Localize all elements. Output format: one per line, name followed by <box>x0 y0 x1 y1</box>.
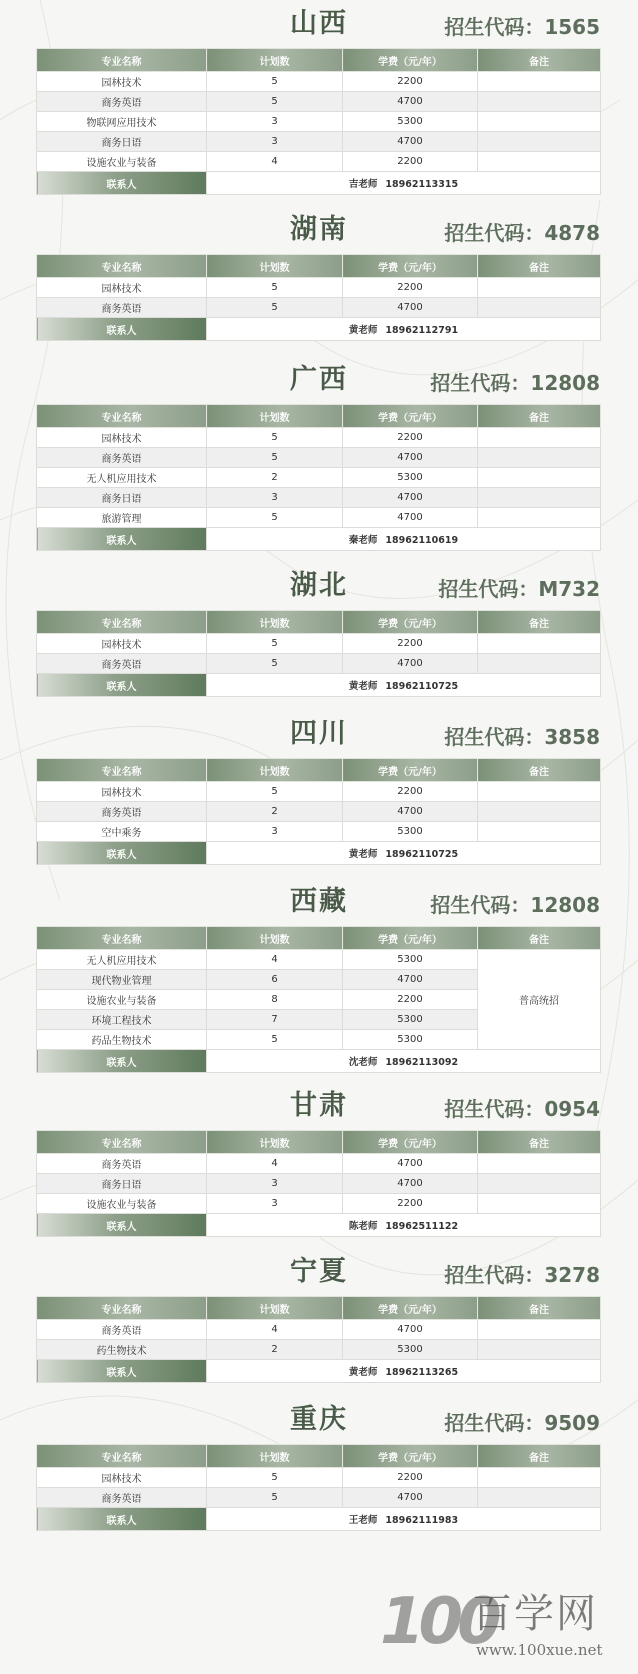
tuition: 2200 <box>343 782 478 802</box>
column-header: 学费（元/年） <box>343 1131 478 1154</box>
section-header <box>0 1252 638 1296</box>
tuition: 5300 <box>343 112 478 132</box>
contact-name: 沈老师 <box>348 1057 378 1068</box>
note <box>478 298 601 318</box>
major-table <box>36 48 601 195</box>
contact-name: 秦老师 <box>348 535 378 546</box>
note <box>478 1154 601 1174</box>
table-row <box>37 1174 601 1194</box>
contact-info <box>207 1508 601 1531</box>
tuition: 4700 <box>343 488 478 508</box>
major-name: 商务英语 <box>37 802 207 822</box>
table-header-row <box>37 255 601 278</box>
major-name: 无人机应用技术 <box>37 468 207 488</box>
section-header <box>0 1400 638 1444</box>
column-header: 学费（元/年） <box>343 49 478 72</box>
tuition: 2200 <box>343 152 478 172</box>
column-header: 计划数 <box>207 759 343 782</box>
column-header: 备注 <box>478 759 601 782</box>
column-header: 备注 <box>478 49 601 72</box>
column-header: 专业名称 <box>37 255 207 278</box>
contact-phone: 18962110619 <box>385 535 459 546</box>
note <box>478 488 601 508</box>
tuition: 2200 <box>343 1468 478 1488</box>
major-name: 设施农业与装备 <box>37 152 207 172</box>
contact-label: 联系人 <box>37 1050 207 1073</box>
column-header: 计划数 <box>207 49 343 72</box>
tuition: 5300 <box>343 1340 478 1360</box>
table-header-row <box>37 1131 601 1154</box>
admission-code: 招生代码：3278 <box>444 1263 600 1287</box>
plan-count: 5 <box>207 1488 343 1508</box>
major-table <box>36 1130 601 1237</box>
tuition: 4700 <box>343 970 478 990</box>
plan-count: 5 <box>207 508 343 528</box>
column-header: 备注 <box>478 1297 601 1320</box>
contact-phone: 18962113092 <box>385 1057 459 1068</box>
table-row <box>37 1468 601 1488</box>
province-section <box>0 1086 638 1233</box>
contact-label: 联系人 <box>37 1360 207 1383</box>
column-header: 学费（元/年） <box>343 405 478 428</box>
major-name: 药品生物技术 <box>37 1030 207 1050</box>
table-row <box>37 132 601 152</box>
tuition: 2200 <box>343 72 478 92</box>
table-header-row <box>37 405 601 428</box>
major-name: 空中乘务 <box>37 822 207 842</box>
tuition: 4700 <box>343 448 478 468</box>
note: 普高统招 <box>478 950 601 1050</box>
table-header-row <box>37 49 601 72</box>
contact-label: 联系人 <box>37 1214 207 1237</box>
watermark <box>380 1582 638 1674</box>
tuition: 4700 <box>343 1488 478 1508</box>
table-row <box>37 112 601 132</box>
column-header: 备注 <box>478 255 601 278</box>
plan-count: 2 <box>207 468 343 488</box>
contact-info <box>207 1050 601 1073</box>
province-title: 湖南 <box>290 214 348 245</box>
contact-info <box>207 674 601 697</box>
contact-phone: 18962511122 <box>385 1221 459 1232</box>
contact-label: 联系人 <box>37 318 207 341</box>
tuition: 4700 <box>343 92 478 112</box>
column-header: 计划数 <box>207 1131 343 1154</box>
admission-code: 招生代码：1565 <box>444 15 600 39</box>
column-header: 备注 <box>478 1131 601 1154</box>
major-table <box>36 926 601 1073</box>
province-section <box>0 1400 638 1527</box>
column-header: 计划数 <box>207 1297 343 1320</box>
tuition: 5300 <box>343 468 478 488</box>
note <box>478 112 601 132</box>
column-header: 学费（元/年） <box>343 1297 478 1320</box>
plan-count: 6 <box>207 970 343 990</box>
contact-row <box>37 674 601 697</box>
note <box>478 468 601 488</box>
plan-count: 5 <box>207 1468 343 1488</box>
contact-phone: 18962110725 <box>385 849 459 860</box>
table-row <box>37 1340 601 1360</box>
tuition: 2200 <box>343 634 478 654</box>
tuition: 4700 <box>343 1154 478 1174</box>
table-row <box>37 428 601 448</box>
plan-count: 5 <box>207 298 343 318</box>
tuition: 4700 <box>343 132 478 152</box>
watermark-logo: 100 <box>380 1585 496 1659</box>
admission-code: 招生代码：9509 <box>444 1411 600 1435</box>
column-header: 备注 <box>478 405 601 428</box>
table-row <box>37 448 601 468</box>
note <box>478 508 601 528</box>
plan-count: 4 <box>207 1154 343 1174</box>
column-header: 专业名称 <box>37 405 207 428</box>
contact-label: 联系人 <box>37 528 207 551</box>
table-row <box>37 1154 601 1174</box>
admission-code: 招生代码：12808 <box>430 371 600 395</box>
note <box>478 1468 601 1488</box>
province-title: 四川 <box>290 718 348 749</box>
contact-label: 联系人 <box>37 674 207 697</box>
section-header <box>0 210 638 254</box>
note <box>478 782 601 802</box>
column-header: 专业名称 <box>37 927 207 950</box>
contact-info <box>207 1360 601 1383</box>
column-header: 学费（元/年） <box>343 255 478 278</box>
table-row <box>37 298 601 318</box>
tuition: 2200 <box>343 428 478 448</box>
contact-name: 黄老师 <box>348 1367 378 1378</box>
major-table <box>36 1296 601 1383</box>
note <box>478 1194 601 1214</box>
column-header: 计划数 <box>207 1445 343 1468</box>
contact-name: 黄老师 <box>348 325 378 336</box>
province-section <box>0 714 638 861</box>
note <box>478 1174 601 1194</box>
major-name: 物联网应用技术 <box>37 112 207 132</box>
contact-label: 联系人 <box>37 842 207 865</box>
table-row <box>37 950 601 970</box>
province-section <box>0 882 638 1069</box>
province-title: 湖北 <box>290 570 348 601</box>
column-header: 专业名称 <box>37 759 207 782</box>
plan-count: 5 <box>207 92 343 112</box>
note <box>478 634 601 654</box>
major-name: 环境工程技术 <box>37 1010 207 1030</box>
contact-row <box>37 172 601 195</box>
note <box>478 1340 601 1360</box>
major-name: 无人机应用技术 <box>37 950 207 970</box>
section-header <box>0 566 638 610</box>
major-name: 商务英语 <box>37 1320 207 1340</box>
column-header: 学费（元/年） <box>343 1445 478 1468</box>
note <box>478 152 601 172</box>
major-table <box>36 610 601 697</box>
table-row <box>37 488 601 508</box>
note <box>478 72 601 92</box>
major-name: 园林技术 <box>37 428 207 448</box>
section-header <box>0 4 638 48</box>
major-name: 商务英语 <box>37 1154 207 1174</box>
table-header-row <box>37 1445 601 1468</box>
contact-info <box>207 172 601 195</box>
tuition: 5300 <box>343 1030 478 1050</box>
plan-count: 3 <box>207 132 343 152</box>
tuition: 2200 <box>343 278 478 298</box>
contact-phone: 18962113315 <box>385 179 459 190</box>
column-header: 计划数 <box>207 405 343 428</box>
major-name: 商务英语 <box>37 92 207 112</box>
contact-info <box>207 528 601 551</box>
note <box>478 802 601 822</box>
contact-name: 陈老师 <box>348 1221 378 1232</box>
column-header: 备注 <box>478 1445 601 1468</box>
province-title: 甘肃 <box>290 1090 348 1121</box>
admission-code: 招生代码：3858 <box>444 725 600 749</box>
column-header: 专业名称 <box>37 1445 207 1468</box>
plan-count: 7 <box>207 1010 343 1030</box>
contact-name: 王老师 <box>348 1515 378 1526</box>
contact-info <box>207 318 601 341</box>
note <box>478 92 601 112</box>
contact-phone: 18962113265 <box>385 1367 459 1378</box>
plan-count: 5 <box>207 654 343 674</box>
province-title: 重庆 <box>290 1404 348 1435</box>
major-name: 商务英语 <box>37 1488 207 1508</box>
major-name: 商务日语 <box>37 488 207 508</box>
column-header: 学费（元/年） <box>343 611 478 634</box>
table-row <box>37 92 601 112</box>
column-header: 专业名称 <box>37 1297 207 1320</box>
tuition: 4700 <box>343 1320 478 1340</box>
contact-info <box>207 1214 601 1237</box>
major-name: 商务英语 <box>37 654 207 674</box>
plan-count: 3 <box>207 1194 343 1214</box>
admission-code: 招生代码：4878 <box>444 221 600 245</box>
major-table <box>36 758 601 865</box>
major-name: 园林技术 <box>37 72 207 92</box>
major-name: 现代物业管理 <box>37 970 207 990</box>
major-name: 园林技术 <box>37 278 207 298</box>
watermark-url: www.100xue.net <box>476 1641 603 1659</box>
major-name: 园林技术 <box>37 634 207 654</box>
province-section <box>0 360 638 547</box>
tuition: 2200 <box>343 990 478 1010</box>
major-name: 园林技术 <box>37 1468 207 1488</box>
note <box>478 822 601 842</box>
table-row <box>37 1488 601 1508</box>
plan-count: 3 <box>207 1174 343 1194</box>
plan-count: 8 <box>207 990 343 1010</box>
plan-count: 2 <box>207 802 343 822</box>
plan-count: 5 <box>207 634 343 654</box>
province-title: 西藏 <box>290 886 348 917</box>
note <box>478 1488 601 1508</box>
contact-row <box>37 1214 601 1237</box>
contact-phone: 18962112791 <box>385 325 459 336</box>
column-header: 学费（元/年） <box>343 759 478 782</box>
admission-code: 招生代码：M732 <box>438 577 600 601</box>
table-row <box>37 634 601 654</box>
major-name: 设施农业与装备 <box>37 1194 207 1214</box>
province-title: 宁夏 <box>290 1256 348 1287</box>
note <box>478 428 601 448</box>
major-name: 商务英语 <box>37 298 207 318</box>
contact-name: 吉老师 <box>348 179 378 190</box>
contact-row <box>37 528 601 551</box>
tuition: 2200 <box>343 1194 478 1214</box>
table-row <box>37 152 601 172</box>
table-row <box>37 654 601 674</box>
column-header: 备注 <box>478 927 601 950</box>
table-header-row <box>37 1297 601 1320</box>
column-header: 专业名称 <box>37 1131 207 1154</box>
column-header: 专业名称 <box>37 49 207 72</box>
contact-row <box>37 1360 601 1383</box>
province-section <box>0 1252 638 1379</box>
plan-count: 4 <box>207 950 343 970</box>
major-name: 药生物技术 <box>37 1340 207 1360</box>
plan-count: 5 <box>207 278 343 298</box>
major-name: 旅游管理 <box>37 508 207 528</box>
plan-count: 5 <box>207 448 343 468</box>
province-section <box>0 210 638 337</box>
province-title: 山西 <box>290 8 348 39</box>
province-section <box>0 566 638 693</box>
contact-phone: 18962111983 <box>385 1515 459 1526</box>
table-row <box>37 468 601 488</box>
note <box>478 278 601 298</box>
table-row <box>37 508 601 528</box>
tuition: 5300 <box>343 822 478 842</box>
contact-row <box>37 1050 601 1073</box>
table-row <box>37 72 601 92</box>
table-header-row <box>37 611 601 634</box>
table-row <box>37 278 601 298</box>
tuition: 4700 <box>343 802 478 822</box>
section-header <box>0 1086 638 1130</box>
contact-name: 黄老师 <box>348 849 378 860</box>
column-header: 学费（元/年） <box>343 927 478 950</box>
column-header: 专业名称 <box>37 611 207 634</box>
major-name: 商务英语 <box>37 448 207 468</box>
table-row <box>37 1194 601 1214</box>
table-row <box>37 822 601 842</box>
plan-count: 2 <box>207 1340 343 1360</box>
tuition: 5300 <box>343 1010 478 1030</box>
major-table <box>36 1444 601 1531</box>
table-row <box>37 1320 601 1340</box>
plan-count: 3 <box>207 822 343 842</box>
major-name: 商务日语 <box>37 1174 207 1194</box>
note <box>478 1320 601 1340</box>
tuition: 5300 <box>343 950 478 970</box>
major-name: 商务日语 <box>37 132 207 152</box>
plan-count: 5 <box>207 782 343 802</box>
tuition: 4700 <box>343 508 478 528</box>
plan-count: 4 <box>207 152 343 172</box>
contact-label: 联系人 <box>37 1508 207 1531</box>
column-header: 备注 <box>478 611 601 634</box>
plan-count: 4 <box>207 1320 343 1340</box>
note <box>478 654 601 674</box>
tuition: 4700 <box>343 298 478 318</box>
contact-row <box>37 1508 601 1531</box>
note <box>478 448 601 468</box>
province-title: 广西 <box>290 364 348 395</box>
major-name: 设施农业与装备 <box>37 990 207 1010</box>
table-header-row <box>37 927 601 950</box>
plan-count: 3 <box>207 488 343 508</box>
note <box>478 132 601 152</box>
table-row <box>37 782 601 802</box>
column-header: 计划数 <box>207 927 343 950</box>
watermark-name: 百学网 <box>472 1591 598 1637</box>
table-header-row <box>37 759 601 782</box>
province-section <box>0 4 638 191</box>
admission-code: 招生代码：0954 <box>444 1097 600 1121</box>
tuition: 4700 <box>343 1174 478 1194</box>
section-header <box>0 714 638 758</box>
major-name: 园林技术 <box>37 782 207 802</box>
major-table <box>36 254 601 341</box>
contact-row <box>37 318 601 341</box>
plan-count: 3 <box>207 112 343 132</box>
column-header: 计划数 <box>207 611 343 634</box>
section-header <box>0 882 638 926</box>
admission-code: 招生代码：12808 <box>430 893 600 917</box>
section-header <box>0 360 638 404</box>
plan-count: 5 <box>207 1030 343 1050</box>
contact-label: 联系人 <box>37 172 207 195</box>
table-row <box>37 802 601 822</box>
contact-name: 黄老师 <box>348 681 378 692</box>
contact-phone: 18962110725 <box>385 681 459 692</box>
contact-row <box>37 842 601 865</box>
major-table <box>36 404 601 551</box>
plan-count: 5 <box>207 428 343 448</box>
contact-info <box>207 842 601 865</box>
column-header: 计划数 <box>207 255 343 278</box>
tuition: 4700 <box>343 654 478 674</box>
plan-count: 5 <box>207 72 343 92</box>
